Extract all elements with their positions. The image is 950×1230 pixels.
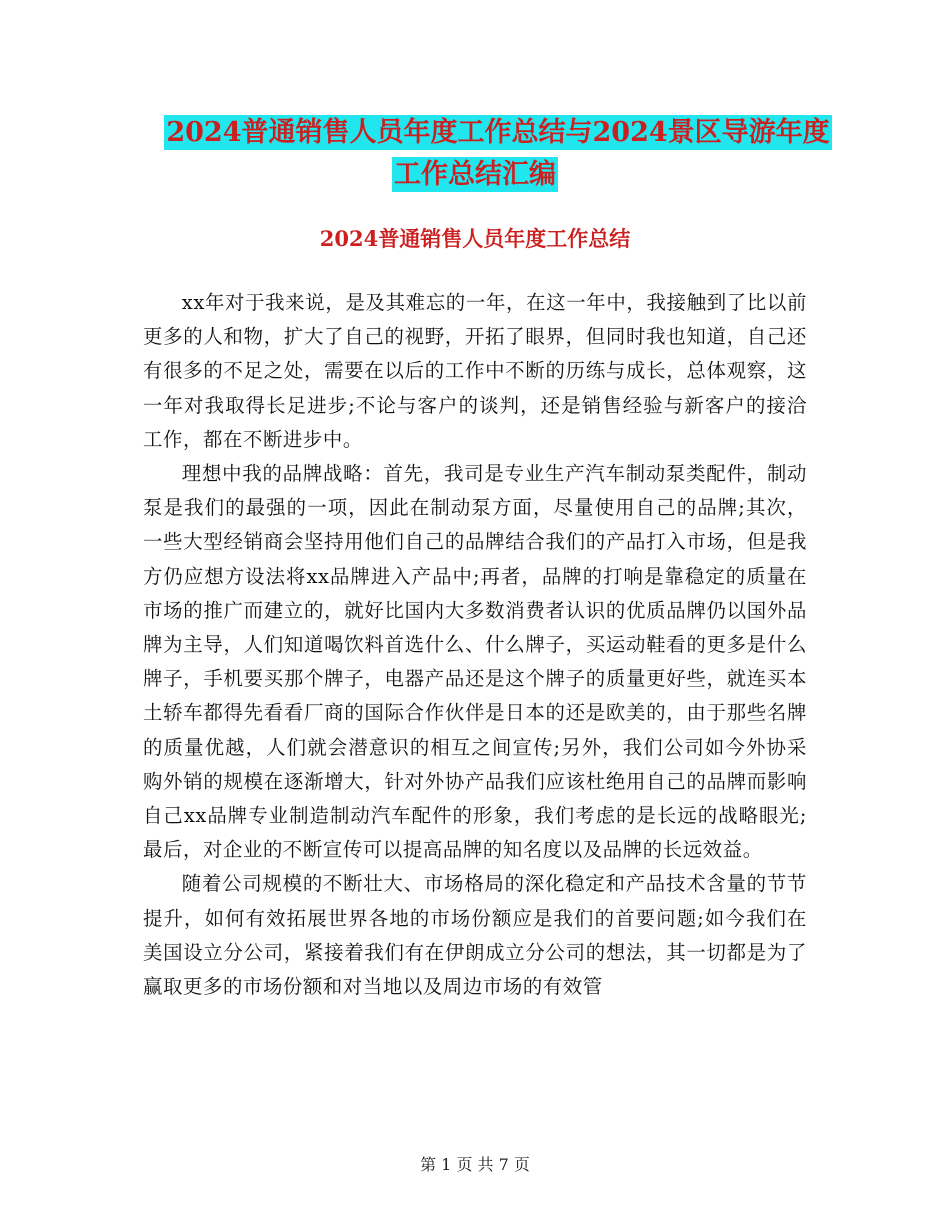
body-text [143, 286, 807, 1004]
paragraph-3: 随着公司规模的不断壮大、市场格局的深化稳定和产品技术含量的节节提升，如何有效拓展世界各地的市场份额应是我们的首要问题;如今我们在美国设立分公司，紧接着我们有在伊朗成立分公司的想法，其一切都是为了赢取更多的市场份额和对当地以及周边市场的有效管 [143, 872, 807, 999]
title-highlight-2: 工作总结汇编 [394, 159, 556, 190]
page-footer: 第 1 页 共 7 页 [420, 1155, 530, 1174]
document-title-line2 [0, 154, 950, 196]
paragraph-2: 理想中我的品牌战略：首先，我司是专业生产汽车制动泵类配件，制动泵是我们的最强的一项，因此在制动泵方面，尽量使用自己的品牌;其次，一些大型经销商会坚持用他们自己的品牌结合我们的产品打入市场，但是我方仍应想方设法将xx品牌进入产品中;再者，品牌的打响是靠稳定的质量在市场的推广而建立的，就好比国内大多数消费者认识的优质品牌仍以国外品牌为主导，人们知道喝饮料首选什么、什么牌子，买运动鞋看的更多是什么牌子，手机要买那个牌子，电器产品还是这个牌子的质量更好些，就连买本土轿车都得先看看厂商的国际合作伙伴是日本的还是欧美的，由于那些名牌的质量优越，人们就会潜意识的相互之间宣传;另外，我们公司如今外协采购外销的规模在逐渐增大，针对外协产品我们应该杜绝用自己的品牌而影响自己xx品牌专业制造制动汽车配件的形象，我们考虑的是长远的战略眼光;最后，对企业的不断宣传可以提高品牌的知名度以及品牌的长远效益。 [143, 462, 807, 862]
document-title-line1 [46, 112, 950, 154]
document-title [0, 112, 950, 196]
paragraph-1: xx年对于我来说，是及其难忘的一年，在这一年中，我接触到了比以前更多的人和物，扩大了自己的视野，开拓了眼界，但同时我也知道，自己还有很多的不足之处，需要在以后的工作中不断的历练与成长，总体观察，这一年对我取得长足进步;不论与客户的谈判，还是销售经验与新客户的接洽工作，都在不断进步中。 [143, 291, 807, 451]
section-title: 2024普通销售人员年度工作总结 [319, 226, 631, 251]
title-highlight-1: 2024普通销售人员年度工作总结与2024景区导游年度 [166, 117, 830, 148]
